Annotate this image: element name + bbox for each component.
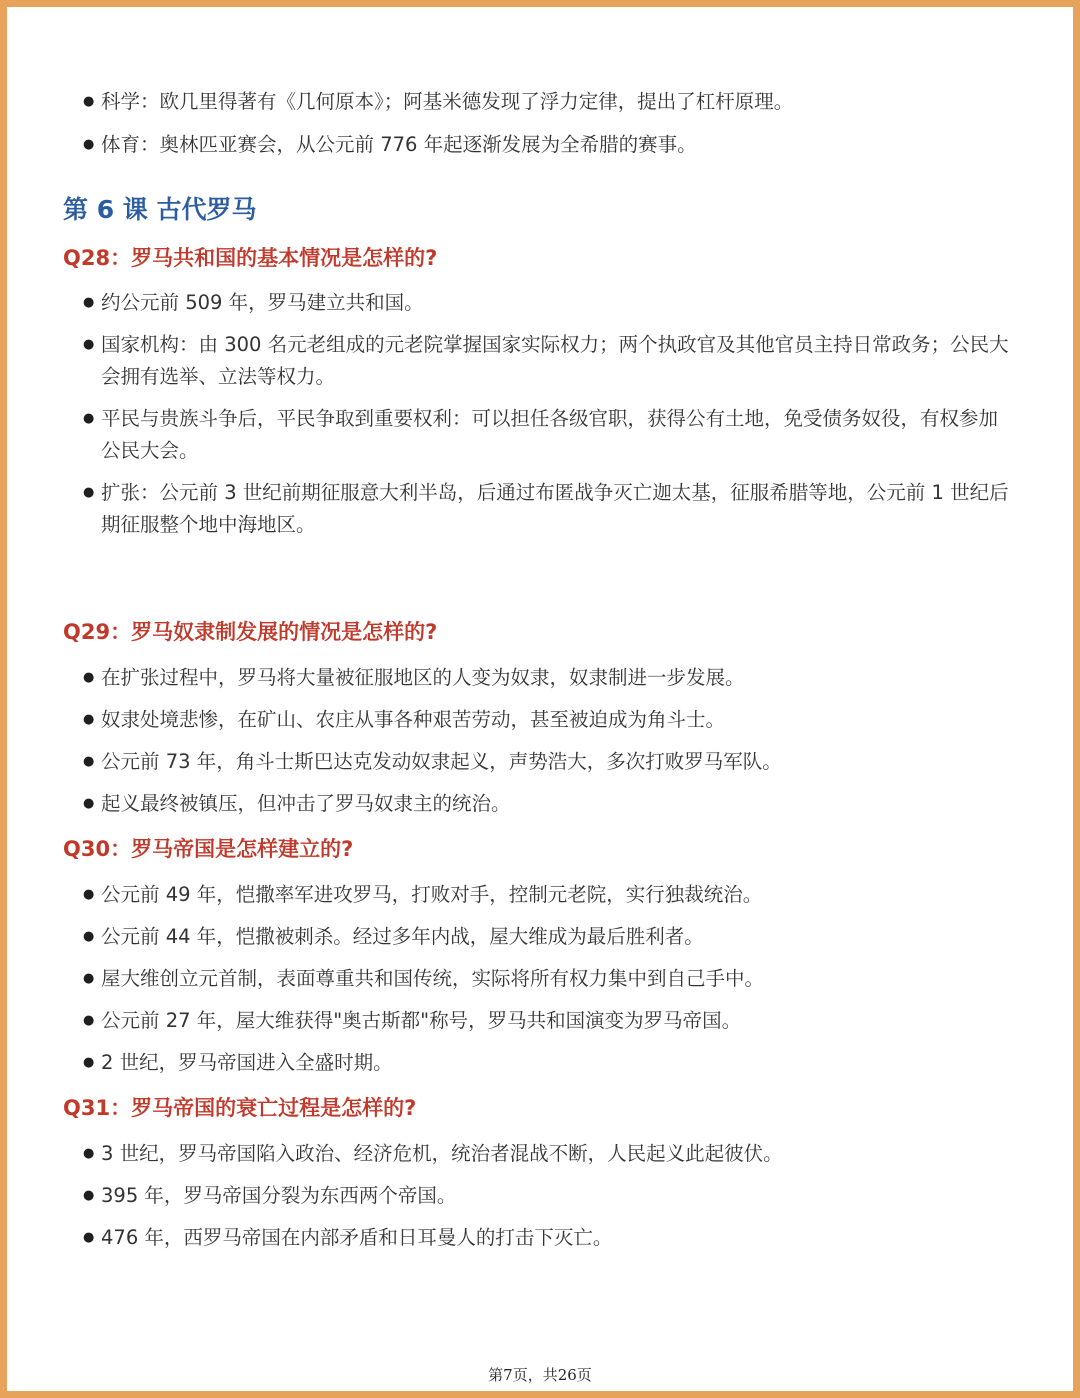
answer-list-q31 [7,1138,1073,1254]
list-item: ● 公元前 27 年，屋大维获得"奥古斯都"称号，罗马共和国演变为罗马帝国。 [101,1005,1017,1037]
list-item: ● 3 世纪，罗马帝国陷入政治、经济危机，统治者混战不断，人民起义此起彼伏。 [101,1138,1017,1170]
list-item: ● 公元前 73 年，角斗士斯巴达克发动奴隶起义，声势浩大，多次打败罗马军队。 [101,746,1017,778]
page-number-footer: 第7页，共26页 [488,1366,592,1384]
answer-list-q29 [7,662,1073,820]
answer-list-q30 [7,879,1073,1079]
list-item: ● 公元前 49 年，恺撒率军进攻罗马，打败对手，控制元老院，实行独裁统治。 [101,879,1017,911]
list-item: ● 在扩张过程中，罗马将大量被征服地区的人变为奴隶，奴隶制进一步发展。 [101,662,1017,694]
page-content [7,7,1073,1254]
question-heading-q31: Q31：罗马帝国的衰亡过程是怎样的? [63,1096,417,1120]
answer-list-q28 [7,287,1073,541]
question-heading-q28: Q28：罗马共和国的基本情况是怎样的? [63,246,438,270]
list-item: ● 科学：欧几里得著有《几何原本》；阿基米德发现了浮力定律，提出了杠杆原理。 [101,86,1017,118]
list-item: ● 395 年，罗马帝国分裂为东西两个帝国。 [101,1180,1017,1212]
document-page [7,7,1073,1391]
list-item: ● 屋大维创立元首制，表面尊重共和国传统，实际将所有权力集中到自己手中。 [101,963,1017,995]
list-item: ● 起义最终被镇压，但冲击了罗马奴隶主的统治。 [101,788,1017,820]
list-item: ● 平民与贵族斗争后，平民争取到重要权利：可以担任各级官职，获得公有土地，免受债务奴役，有权参加公民大会。 [101,403,1017,467]
question-heading-q29: Q29：罗马奴隶制发展的情况是怎样的? [63,620,438,644]
intro-list [7,86,1073,161]
list-item: ● 约公元前 509 年，罗马建立共和国。 [101,287,1017,319]
list-item: ● 国家机构：由 300 名元老组成的元老院掌握国家实际权力；两个执政官及其他官员主持日常政务；公民大会拥有选举、立法等权力。 [101,329,1017,393]
question-heading-q30: Q30：罗马帝国是怎样建立的? [63,837,354,861]
list-item: ● 476 年，西罗马帝国在内部矛盾和日耳曼人的打击下灭亡。 [101,1222,1017,1254]
list-item: ● 奴隶处境悲惨，在矿山、农庄从事各种艰苦劳动，甚至被迫成为角斗士。 [101,704,1017,736]
list-item: ● 扩张：公元前 3 世纪前期征服意大利半岛，后通过布匿战争灭亡迦太基，征服希腊等地，公元前 1 世纪后期征服整个地中海地区。 [101,477,1017,541]
list-item: ● 体育：奥林匹亚赛会，从公元前 776 年起逐渐发展为全希腊的赛事。 [101,129,1017,161]
lesson-title: 第 6 课 古代罗马 [63,195,257,224]
list-item: ● 公元前 44 年，恺撒被刺杀。经过多年内战，屋大维成为最后胜利者。 [101,921,1017,953]
list-item: ● 2 世纪，罗马帝国进入全盛时期。 [101,1047,1017,1079]
